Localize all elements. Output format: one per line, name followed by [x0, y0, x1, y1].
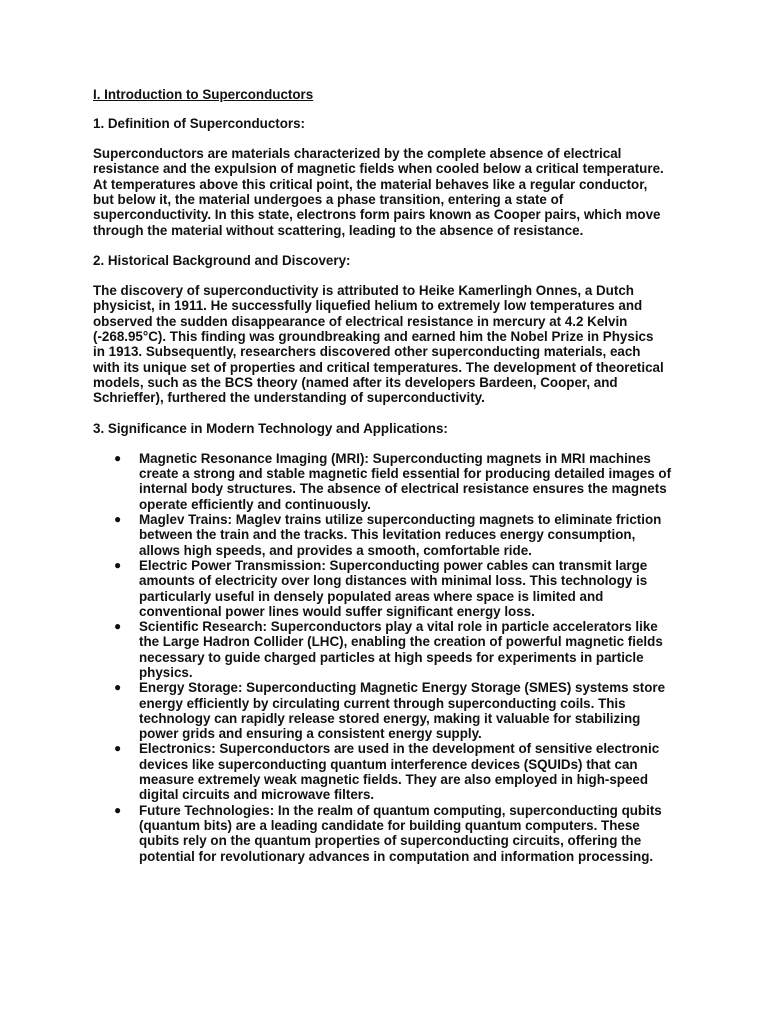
bullet-icon: ● [114, 619, 122, 634]
list-item [93, 619, 679, 680]
applications-list [93, 451, 683, 864]
list-item [93, 512, 679, 558]
bullet-icon: ● [114, 680, 122, 695]
bullet-icon: ● [114, 450, 122, 465]
section-heading-applications: 3. Significance in Modern Technology and Applications: [93, 421, 448, 437]
list-item-text: Scientific Research: Superconductors play a vital role in particle accelerators like the Large Hadron Collider (LHC), enabling the creation of powerful magnetic fields necessary to guide charged particles at high speeds for experiments in particle physics. [139, 619, 663, 680]
bullet-icon: ● [114, 512, 122, 527]
list-item-text: Maglev Trains: Maglev trains utilize superconducting magnets to eliminate friction between the train and the tracks. This levitation reduces energy consumption, allows high speeds, and provides a smooth, comfortable ride. [139, 512, 662, 558]
history-paragraph: The discovery of superconductivity is attributed to Heike Kamerlingh Onnes, a Dutch physicist, in 1911. He successfully liquefied helium to extremely low temperatures and observed the sudden disappearance of electrical resistance in mercury at 4.2 Kelvin (-268.95°C). This finding was groundbreaking and earned him the Nobel Prize in Physics in 1913. Subsequently, researchers discovered other superconducting materials, each with its unique set of properties and critical temperatures. The development of theoretical models, such as the BCS theory (named after its developers Bardeen, Cooper, and Schrieffer), furthered the understanding of superconductivity. [93, 283, 664, 406]
section-heading-history: 2. Historical Background and Discovery: [93, 253, 351, 269]
section-heading-definition: 1. Definition of Superconductors: [93, 116, 306, 132]
list-item-text: Magnetic Resonance Imaging (MRI): Superconducting magnets in MRI machines create a strong and stable magnetic field essential for producing detailed images of internal body structures. The absence of electrical resistance ensures the magnets operate efficiently and continuously. [139, 450, 672, 512]
list-item-text: Energy Storage: Superconducting Magnetic Energy Storage (SMES) systems store energy efficiently by circulating current through superconducting coils. This technology can rapidly release stored energy, making it valuable for stabilizing power grids and ensuring a consistent energy supply. [139, 680, 666, 742]
document-page [93, 87, 683, 864]
list-item-text: Electric Power Transmission: Superconducting power cables can transmit large amounts of electricity over long distances with minimal loss. This technology is particularly useful in densely populated areas where space is limited and conventional power lines would suffer significant energy loss. [139, 557, 648, 619]
list-item [93, 680, 679, 741]
list-item [93, 451, 679, 512]
definition-paragraph: Superconductors are materials characterized by the complete absence of electrical resistance and the expulsion of magnetic fields when cooled below a critical temperature. At temperatures above this critical point, the material behaves like a regular conductor, but below it, the material undergoes a phase transition, entering a state of superconductivity. In this state, electrons form pairs known as Cooper pairs, which move through the material without scattering, leading to the absence of resistance. [93, 146, 664, 238]
document-title: I. Introduction to Superconductors [93, 87, 314, 102]
list-item [93, 803, 679, 864]
bullet-icon: ● [114, 741, 122, 756]
list-item-text: Electronics: Superconductors are used in the development of sensitive electronic devices like superconducting quantum interference devices (SQUIDs) that can measure extremely weak magnetic fields. They are also employed in high-speed digital circuits and microwave filters. [139, 741, 660, 803]
list-item-text: Future Technologies: In the realm of quantum computing, superconducting qubits (quantum bits) are a leading candidate for building quantum computers. These qubits rely on the quantum properties of superconducting circuits, offering the potential for revolutionary advances in computation and information processing. [139, 802, 662, 864]
bullet-icon: ● [114, 557, 122, 572]
bullet-icon: ● [114, 802, 122, 817]
list-item [93, 558, 679, 619]
list-item [93, 741, 679, 802]
